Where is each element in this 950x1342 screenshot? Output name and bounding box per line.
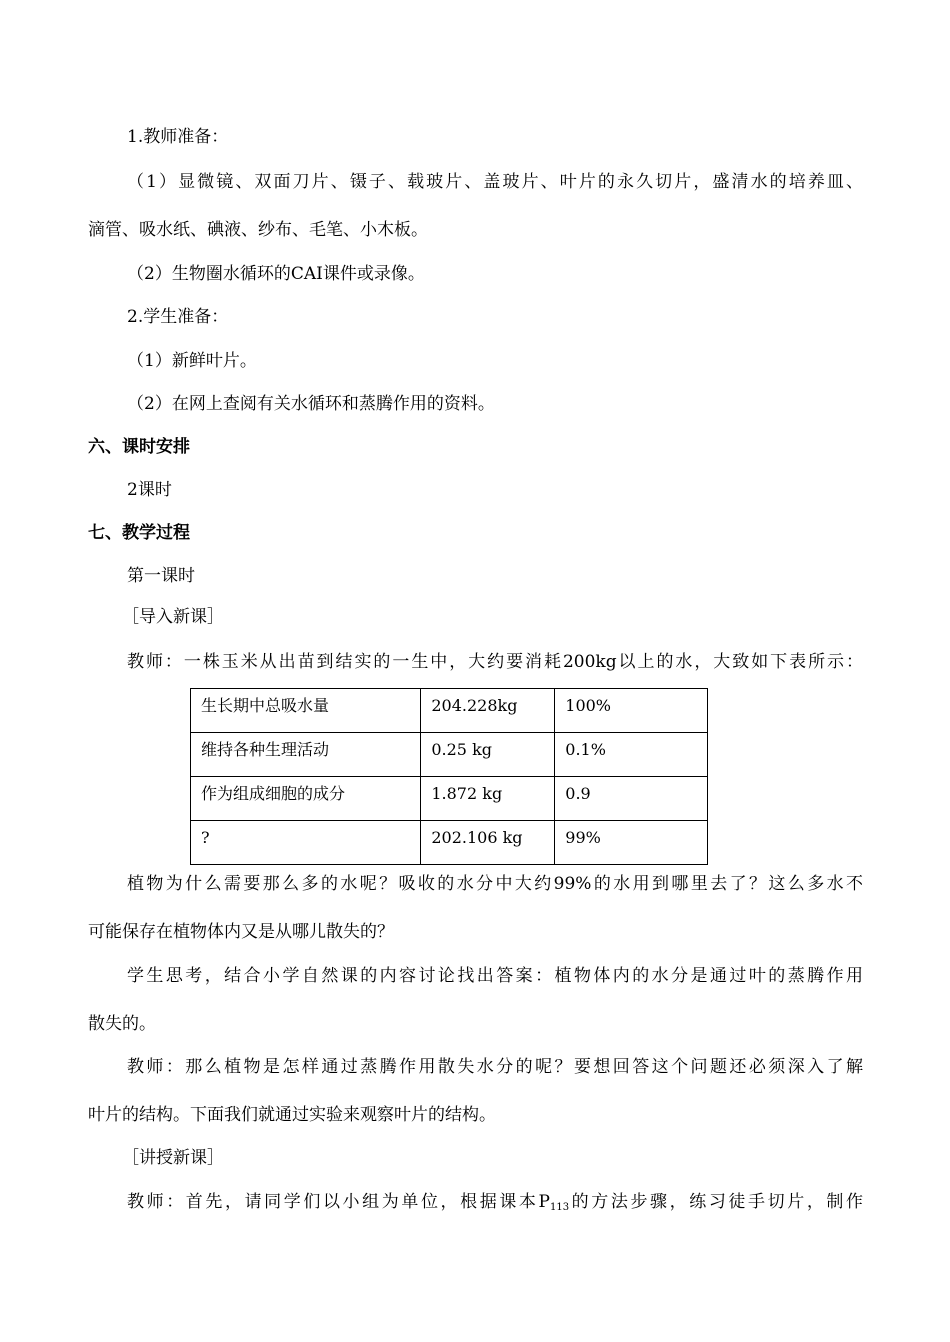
table-cell: 0.25 kg (421, 733, 555, 777)
paragraph-why-water-line2: 可能保存在植物体内又是从哪儿散失的？ (88, 922, 394, 942)
paragraph-teacher-question-line2: 叶片的结构。下面我们就通过实验来观察叶片的结构。 (88, 1105, 496, 1125)
paragraph-teacher-question-line1: 教师：那么植物是怎样通过蒸腾作用散失水分的呢？要想回答这个问题还必须深入了解 (127, 1057, 863, 1077)
instruction-text-end: 的方法步骤，练习徒手切片，制作 (569, 1192, 864, 1212)
table-cell: 作为组成细胞的成分 (191, 777, 421, 821)
heading-class-schedule: 六、课时安排 (88, 437, 190, 457)
paragraph-students-think-line1: 学生思考，结合小学自然课的内容讨论找出答案：植物体内的水分是通过叶的蒸腾作用 (127, 966, 863, 986)
water-usage-table (190, 688, 708, 865)
paragraph-why-water-line1: 植物为什么需要那么多的水呢？吸收的水分中大约99%的水用到哪里去了？这么多水不 (127, 874, 863, 894)
table-cell: 0.1% (555, 733, 708, 777)
table-cell: 99% (555, 821, 708, 865)
table-cell: 100% (555, 689, 708, 733)
paragraph-fresh-leaf: （1）新鲜叶片。 (127, 351, 257, 371)
paragraph-new-lesson-label: ［讲授新课］ (122, 1148, 224, 1168)
paragraph-equipment-line1: （1）显微镜、双面刀片、镊子、载玻片、盖玻片、叶片的永久切片，盛清水的培养皿、 (127, 172, 863, 192)
table-row (191, 821, 708, 865)
table-cell: 0.9 (555, 777, 708, 821)
paragraph-first-period: 第一课时 (127, 566, 195, 586)
paragraph-corn-water: 教师：一株玉米从出苗到结实的一生中，大约要消耗200kg以上的水，大致如下表所示： (127, 652, 863, 672)
instruction-text-start: 教师：首先，请同学们以小组为单位，根据课本P (127, 1192, 550, 1212)
paragraph-equipment-line2: 滴管、吸水纸、碘液、纱布、毛笔、小木板。 (88, 220, 428, 240)
heading-teaching-process: 七、教学过程 (88, 523, 190, 543)
paragraph-teacher-instruction (127, 1191, 863, 1219)
page-subscript: 113 (549, 1202, 570, 1213)
table-cell: ? (191, 821, 421, 865)
paragraph-online-research: （2）在网上查阅有关水循环和蒸腾作用的资料。 (127, 394, 495, 414)
table-row (191, 777, 708, 821)
paragraph-student-prep: 2.学生准备： (127, 307, 229, 327)
table-row (191, 689, 708, 733)
paragraph-cai: （2）生物圈水循环的CAI课件或录像。 (127, 264, 425, 284)
table-cell: 204.228kg (421, 689, 555, 733)
table-cell: 维持各种生理活动 (191, 733, 421, 777)
table-cell: 202.106 kg (421, 821, 555, 865)
table-cell: 1.872 kg (421, 777, 555, 821)
table-cell: 生长期中总吸水量 (191, 689, 421, 733)
paragraph-two-periods: 2课时 (127, 480, 172, 500)
paragraph-teacher-prep: 1.教师准备： (127, 127, 229, 147)
table-row (191, 733, 708, 777)
paragraph-students-think-line2: 散失的。 (88, 1014, 156, 1034)
paragraph-intro-label: ［导入新课］ (122, 607, 224, 627)
